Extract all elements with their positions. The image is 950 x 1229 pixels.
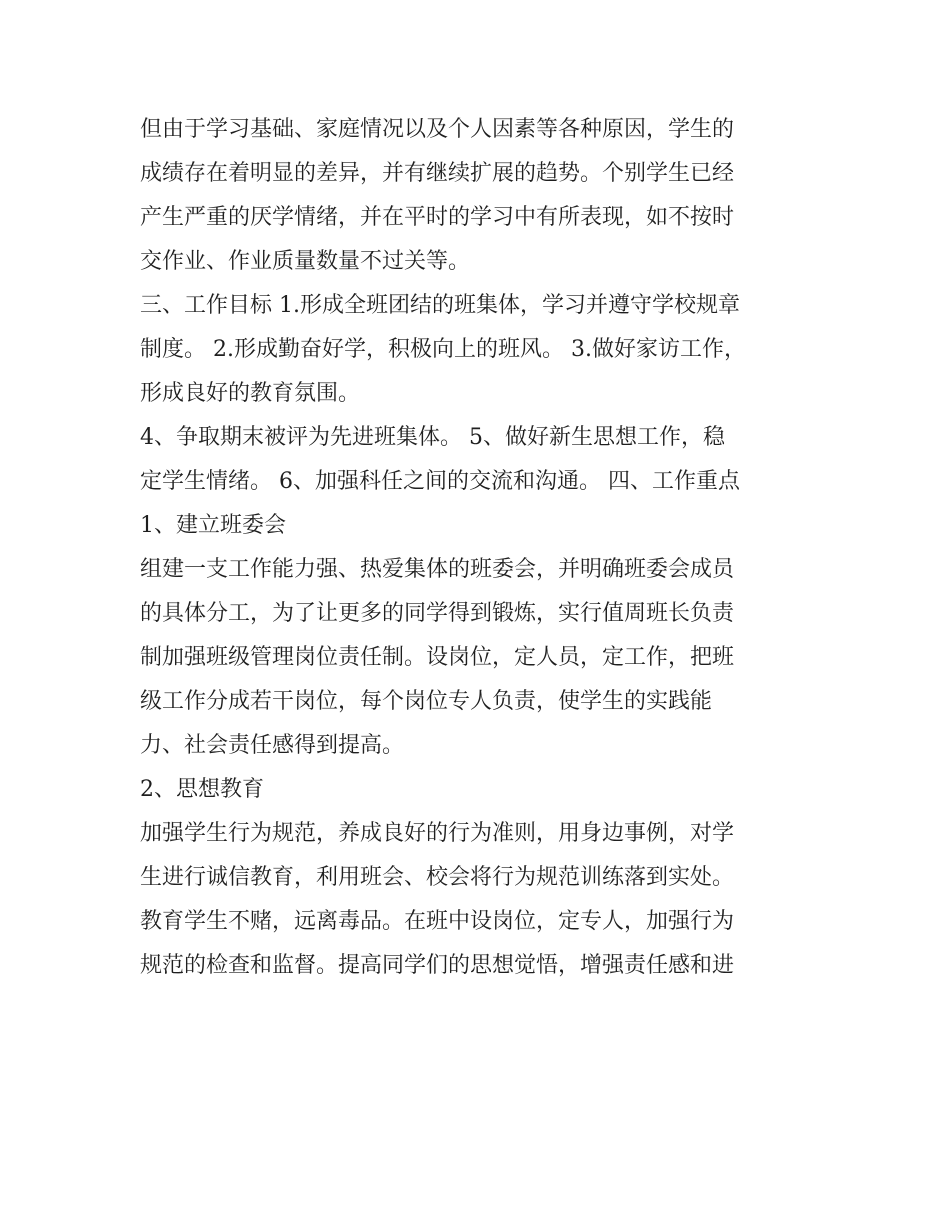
text-line: 组建一支工作能力强、热爱集体的班委会，并明确班委会成员 (140, 557, 735, 582)
text-line: 4、争取期末被评为先进班集体。 5、做好新生思想工作，稳 (140, 425, 725, 450)
text-line: 产生严重的厌学情绪，并在平时的学习中有所表现，如不按时 (140, 205, 735, 230)
text-line: 但由于学习基础、家庭情况以及个人因素等各种原因，学生的 (140, 117, 735, 142)
text-line: 的具体分工，为了让更多的同学得到锻炼，实行值周班长负责 (140, 601, 735, 626)
text-line: 加强学生行为规范，养成良好的行为准则，用身边事例，对学 (140, 821, 735, 846)
text-line: 形成良好的教育氛围。 (140, 381, 361, 406)
subheading-line: 1、建立班委会 (140, 513, 286, 538)
subheading-line: 2、思想教育 (140, 777, 264, 802)
text-line: 制加强班级管理岗位责任制。设岗位，定人员，定工作，把班 (140, 645, 735, 670)
section-heading-line: 三、工作目标 1.形成全班团结的班集体，学习并遵守学校规章 (140, 293, 740, 318)
text-line: 交作业、作业质量数量不过关等。 (140, 249, 471, 274)
text-line: 制度。 2.形成勤奋好学，积极向上的班风。 3.做好家访工作， (140, 337, 746, 362)
text-line: 定学生情绪。 6、加强科任之间的交流和沟通。 四、工作重点 (140, 469, 740, 494)
text-line: 生进行诚信教育，利用班会、校会将行为规范训练落到实处。 (140, 865, 735, 890)
text-line: 教育学生不赌，远离毒品。在班中设岗位，定专人，加强行为 (140, 909, 735, 934)
document-body (140, 108, 840, 988)
text-line: 规范的检查和监督。提高同学们的思想觉悟，增强责任感和进 (140, 953, 735, 978)
text-line: 级工作分成若干岗位，每个岗位专人负责，使学生的实践能 (140, 689, 713, 714)
text-line: 力、社会责任感得到提高。 (140, 733, 405, 758)
text-line: 成绩存在着明显的差异，并有继续扩展的趋势。个别学生已经 (140, 161, 735, 186)
